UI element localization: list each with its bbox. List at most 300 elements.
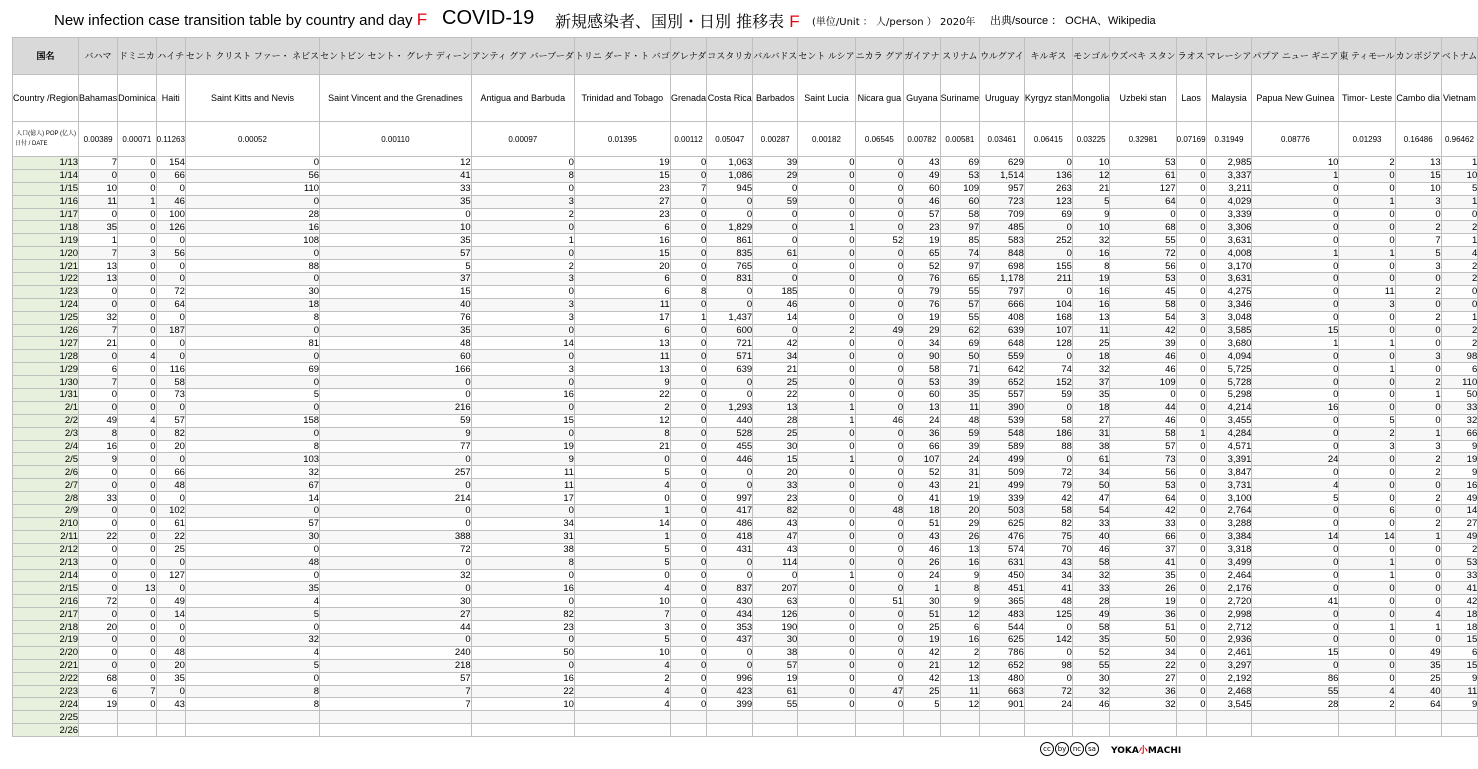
- value-cell: 431: [707, 543, 753, 556]
- value-cell: 0: [118, 157, 157, 170]
- value-cell: 6: [1441, 363, 1478, 376]
- value-cell: 0: [798, 427, 855, 440]
- value-cell: 45: [1110, 285, 1176, 298]
- value-cell: 211: [1024, 273, 1072, 286]
- value-cell: 75: [1024, 530, 1072, 543]
- value-cell: 1: [1339, 195, 1395, 208]
- date-cell: 2/12: [13, 543, 79, 556]
- value-cell: 10: [574, 595, 670, 608]
- value-cell: 15: [1252, 646, 1339, 659]
- value-cell: [185, 711, 319, 724]
- value-cell: 0: [79, 505, 118, 518]
- value-cell: 0: [1176, 157, 1206, 170]
- value-cell: 32: [1441, 414, 1478, 427]
- value-cell: 3: [1395, 260, 1441, 273]
- value-cell: 21: [753, 363, 798, 376]
- value-cell: 0: [1252, 376, 1339, 389]
- date-cell: 1/14: [13, 169, 79, 182]
- value-cell: 639: [707, 363, 753, 376]
- value-cell: 46: [1072, 543, 1110, 556]
- value-cell: 22: [753, 389, 798, 402]
- value-cell: 0: [670, 273, 707, 286]
- value-cell: 0: [670, 517, 707, 530]
- value-cell: 32: [185, 633, 319, 646]
- value-cell: 1,293: [707, 401, 753, 414]
- value-cell: 0: [1339, 389, 1395, 402]
- value-cell: 0: [1176, 685, 1206, 698]
- value-cell: 4: [1339, 685, 1395, 698]
- table-row: [13, 517, 1478, 530]
- value-cell: 18: [1072, 350, 1110, 363]
- value-cell: 12: [574, 414, 670, 427]
- value-cell: 20: [156, 659, 185, 672]
- value-cell: 40: [1395, 685, 1441, 698]
- value-cell: 0: [1176, 530, 1206, 543]
- value-cell: 0: [185, 376, 319, 389]
- value-cell: [904, 711, 940, 724]
- value-cell: 3,337: [1206, 169, 1252, 182]
- value-cell: 1: [1339, 337, 1395, 350]
- value-cell: 126: [753, 608, 798, 621]
- value-cell: 0: [79, 298, 118, 311]
- value-cell: 1,086: [707, 169, 753, 182]
- value-cell: 0: [707, 466, 753, 479]
- value-cell: 25: [753, 427, 798, 440]
- value-cell: 0: [707, 298, 753, 311]
- country-en: Timor- Leste: [1339, 75, 1395, 122]
- value-cell: 5: [320, 260, 472, 273]
- value-cell: 0: [670, 685, 707, 698]
- population-cell: 0.00782: [904, 122, 940, 157]
- value-cell: 353: [707, 621, 753, 634]
- country-en: Barbados: [753, 75, 798, 122]
- value-cell: 30: [753, 440, 798, 453]
- value-cell: 0: [670, 543, 707, 556]
- value-cell: 0: [1176, 672, 1206, 685]
- value-cell: 0: [855, 169, 904, 182]
- table-row: [13, 685, 1478, 698]
- date-cell: 1/31: [13, 389, 79, 402]
- value-cell: 440: [707, 414, 753, 427]
- table-row: [13, 595, 1478, 608]
- value-cell: 0: [1252, 414, 1339, 427]
- value-cell: 0: [1339, 234, 1395, 247]
- value-cell: 9: [940, 595, 980, 608]
- value-cell: 0: [1252, 505, 1339, 518]
- value-cell: 0: [670, 208, 707, 221]
- value-cell: 0: [670, 659, 707, 672]
- value-cell: 0: [798, 608, 855, 621]
- value-cell: 0: [471, 324, 574, 337]
- value-cell: 9: [471, 453, 574, 466]
- value-cell: 2: [940, 646, 980, 659]
- value-cell: 19: [1441, 453, 1478, 466]
- value-cell: 1: [1395, 427, 1441, 440]
- value-cell: 33: [1441, 401, 1478, 414]
- value-cell: 6: [574, 221, 670, 234]
- value-cell: 1,514: [980, 169, 1025, 182]
- value-cell: 57: [185, 517, 319, 530]
- value-cell: 31: [1072, 427, 1110, 440]
- value-cell: 16: [1072, 285, 1110, 298]
- value-cell: [980, 711, 1025, 724]
- value-cell: 82: [471, 608, 574, 621]
- value-cell: 22: [1110, 659, 1176, 672]
- value-cell: 0: [1176, 208, 1206, 221]
- value-cell: 46: [1110, 363, 1176, 376]
- value-cell: 40: [320, 298, 472, 311]
- value-cell: 0: [320, 208, 472, 221]
- value-cell: 5: [574, 466, 670, 479]
- value-cell: 0: [1252, 298, 1339, 311]
- value-cell: 28: [185, 208, 319, 221]
- value-cell: 33: [320, 182, 472, 195]
- title-bar: [0, 0, 1200, 36]
- country-en: Malaysia: [1206, 75, 1252, 122]
- value-cell: 0: [471, 285, 574, 298]
- country-jp: バルバドス: [753, 38, 798, 75]
- value-cell: 14: [753, 311, 798, 324]
- value-cell: 32: [1072, 685, 1110, 698]
- value-cell: 59: [1024, 389, 1072, 402]
- value-cell: 6: [574, 324, 670, 337]
- value-cell: 11: [574, 350, 670, 363]
- value-cell: 57: [156, 414, 185, 427]
- value-cell: 46: [1110, 350, 1176, 363]
- value-cell: [1339, 711, 1395, 724]
- value-cell: 0: [798, 659, 855, 672]
- value-cell: 0: [79, 659, 118, 672]
- value-cell: 11: [574, 298, 670, 311]
- value-cell: 136: [1024, 169, 1072, 182]
- unit-label: (単位/Unit ： 人/person ） 2020年: [812, 17, 976, 28]
- value-cell: 2,464: [1206, 569, 1252, 582]
- value-cell: [855, 724, 904, 737]
- value-cell: 0: [855, 530, 904, 543]
- value-cell: 12: [1072, 169, 1110, 182]
- value-cell: 0: [798, 556, 855, 569]
- value-cell: 10: [320, 221, 472, 234]
- value-cell: 43: [904, 530, 940, 543]
- value-cell: 18: [1441, 608, 1478, 621]
- value-cell: [1395, 711, 1441, 724]
- value-cell: 0: [798, 530, 855, 543]
- value-cell: 27: [574, 195, 670, 208]
- value-cell: 40: [1072, 530, 1110, 543]
- value-cell: 14: [471, 337, 574, 350]
- value-cell: 0: [471, 505, 574, 518]
- value-cell: 0: [1339, 517, 1395, 530]
- population-cell: 0.00110: [320, 122, 472, 157]
- value-cell: 15: [1441, 633, 1478, 646]
- value-cell: 72: [1110, 247, 1176, 260]
- value-cell: 63: [753, 595, 798, 608]
- table-row: [13, 311, 1478, 324]
- country-jp: ウルグアイ: [980, 38, 1025, 75]
- value-cell: 62: [940, 324, 980, 337]
- value-cell: 0: [185, 157, 319, 170]
- value-cell: [156, 711, 185, 724]
- value-cell: 77: [320, 440, 472, 453]
- value-cell: 0: [1176, 285, 1206, 298]
- value-cell: 49: [1441, 492, 1478, 505]
- value-cell: 0: [670, 247, 707, 260]
- value-cell: 7: [118, 685, 157, 698]
- value-cell: 0: [156, 350, 185, 363]
- table-row: [13, 247, 1478, 260]
- value-cell: 48: [156, 646, 185, 659]
- value-cell: 0: [670, 621, 707, 634]
- value-cell: 1: [1252, 247, 1339, 260]
- value-cell: 3,585: [1206, 324, 1252, 337]
- value-cell: 58: [1072, 556, 1110, 569]
- value-cell: 52: [1072, 646, 1110, 659]
- value-cell: 0: [79, 556, 118, 569]
- value-cell: 47: [753, 530, 798, 543]
- value-cell: 35: [79, 221, 118, 234]
- value-cell: 2: [1441, 337, 1478, 350]
- value-cell: 58: [1110, 298, 1176, 311]
- table-row: [13, 556, 1478, 569]
- value-cell: 74: [940, 247, 980, 260]
- value-cell: 0: [118, 505, 157, 518]
- value-cell: 109: [1110, 376, 1176, 389]
- value-cell: 430: [707, 595, 753, 608]
- population-cell: 0.00097: [471, 122, 574, 157]
- value-cell: 390: [980, 401, 1025, 414]
- table-row: [13, 350, 1478, 363]
- value-cell: 0: [118, 672, 157, 685]
- value-cell: 0: [1395, 569, 1441, 582]
- value-cell: 46: [1072, 698, 1110, 711]
- value-cell: [1252, 724, 1339, 737]
- value-cell: 0: [798, 595, 855, 608]
- value-cell: 476: [980, 530, 1025, 543]
- value-cell: 2: [1395, 492, 1441, 505]
- value-cell: 548: [980, 427, 1025, 440]
- value-cell: 0: [118, 208, 157, 221]
- value-cell: 10: [79, 182, 118, 195]
- value-cell: 60: [904, 182, 940, 195]
- value-cell: 0: [1339, 453, 1395, 466]
- value-cell: 10: [1072, 221, 1110, 234]
- value-cell: 0: [1395, 414, 1441, 427]
- value-cell: 57: [1110, 440, 1176, 453]
- value-cell: 8: [79, 427, 118, 440]
- value-cell: 0: [156, 621, 185, 634]
- value-cell: 252: [1024, 234, 1072, 247]
- value-cell: 0: [798, 285, 855, 298]
- value-cell: 0: [185, 427, 319, 440]
- value-cell: 57: [940, 298, 980, 311]
- value-cell: 0: [855, 569, 904, 582]
- value-cell: 2: [471, 208, 574, 221]
- value-cell: 0: [753, 221, 798, 234]
- value-cell: 0: [855, 350, 904, 363]
- value-cell: 437: [707, 633, 753, 646]
- value-cell: 1: [1441, 157, 1478, 170]
- value-cell: 0: [1176, 440, 1206, 453]
- value-cell: 0: [1441, 208, 1478, 221]
- value-cell: 55: [940, 311, 980, 324]
- value-cell: 0: [1441, 298, 1478, 311]
- value-cell: 0: [1252, 389, 1339, 402]
- value-cell: 1: [1441, 311, 1478, 324]
- country-jp: マレーシア: [1206, 38, 1252, 75]
- value-cell: 56: [1110, 466, 1176, 479]
- value-cell: 4: [1441, 247, 1478, 260]
- value-cell: 945: [707, 182, 753, 195]
- value-cell: 0: [855, 453, 904, 466]
- population-cell: 0.96462: [1441, 122, 1478, 157]
- value-cell: 240: [320, 646, 472, 659]
- value-cell: 0: [79, 350, 118, 363]
- value-cell: 3: [1395, 350, 1441, 363]
- country-jp: セント クリスト ファー・ ネビス: [185, 38, 319, 75]
- value-cell: 19: [574, 157, 670, 170]
- table-row: [13, 157, 1478, 170]
- country-en: Guyana: [904, 75, 940, 122]
- value-cell: 46: [855, 414, 904, 427]
- value-cell: 0: [320, 505, 472, 518]
- population-cell: 0.00182: [798, 122, 855, 157]
- population-cell: 0.11263: [156, 122, 185, 157]
- value-cell: 0: [471, 569, 574, 582]
- value-cell: 0: [1252, 633, 1339, 646]
- value-cell: 0: [670, 466, 707, 479]
- value-cell: 1: [471, 234, 574, 247]
- value-cell: 25: [1072, 337, 1110, 350]
- value-cell: 3: [118, 247, 157, 260]
- value-cell: 5: [904, 698, 940, 711]
- value-cell: 123: [1024, 195, 1072, 208]
- value-cell: 1: [79, 234, 118, 247]
- value-cell: 0: [670, 646, 707, 659]
- value-cell: 0: [1024, 285, 1072, 298]
- value-cell: 1: [1395, 530, 1441, 543]
- value-cell: 28: [753, 414, 798, 427]
- value-cell: 0: [156, 582, 185, 595]
- value-cell: 7: [320, 685, 472, 698]
- value-cell: 64: [156, 298, 185, 311]
- value-cell: 0: [1176, 698, 1206, 711]
- value-cell: 0: [670, 157, 707, 170]
- value-cell: 0: [118, 530, 157, 543]
- value-cell: 34: [471, 517, 574, 530]
- value-cell: 41: [904, 492, 940, 505]
- value-cell: 70: [1024, 543, 1072, 556]
- value-cell: 66: [904, 440, 940, 453]
- value-cell: 58: [156, 376, 185, 389]
- value-cell: 74: [1024, 363, 1072, 376]
- value-cell: 3,384: [1206, 530, 1252, 543]
- value-cell: 41: [1252, 595, 1339, 608]
- value-cell: 2,192: [1206, 672, 1252, 685]
- value-cell: 49: [1072, 608, 1110, 621]
- value-cell: 0: [118, 401, 157, 414]
- value-cell: 11: [940, 401, 980, 414]
- value-cell: 0: [1176, 221, 1206, 234]
- value-cell: 0: [156, 492, 185, 505]
- value-cell: 0: [1252, 582, 1339, 595]
- value-cell: 57: [904, 208, 940, 221]
- value-cell: 2,176: [1206, 582, 1252, 595]
- value-cell: 3: [1395, 195, 1441, 208]
- title-f-mark: F: [416, 10, 428, 29]
- value-cell: 43: [156, 698, 185, 711]
- value-cell: 0: [855, 337, 904, 350]
- value-cell: 0: [670, 169, 707, 182]
- value-cell: 13: [118, 582, 157, 595]
- value-cell: 34: [1072, 466, 1110, 479]
- table-row: [13, 414, 1478, 427]
- value-cell: 0: [1176, 260, 1206, 273]
- value-cell: 0: [118, 311, 157, 324]
- date-cell: 1/18: [13, 221, 79, 234]
- value-cell: 0: [79, 608, 118, 621]
- value-cell: 0: [156, 633, 185, 646]
- value-cell: 0: [670, 633, 707, 646]
- value-cell: 3,297: [1206, 659, 1252, 672]
- value-cell: 10: [1072, 157, 1110, 170]
- value-cell: 0: [118, 363, 157, 376]
- value-cell: 36: [1110, 608, 1176, 621]
- value-cell: 0: [1176, 543, 1206, 556]
- header-row-en: [13, 75, 1478, 122]
- value-cell: 2: [1441, 221, 1478, 234]
- value-cell: 12: [940, 659, 980, 672]
- population-cell: 0.00071: [118, 122, 157, 157]
- value-cell: 0: [798, 247, 855, 260]
- value-cell: 257: [320, 466, 472, 479]
- value-cell: 2,764: [1206, 505, 1252, 518]
- value-cell: 125: [1024, 608, 1072, 621]
- table-row: [13, 543, 1478, 556]
- value-cell: 29: [753, 169, 798, 182]
- value-cell: 0: [156, 556, 185, 569]
- value-cell: 3,499: [1206, 556, 1252, 569]
- date-cell: 2/26: [13, 724, 79, 737]
- value-cell: 5: [1339, 414, 1395, 427]
- value-cell: 0: [753, 273, 798, 286]
- value-cell: 26: [1110, 582, 1176, 595]
- value-cell: 0: [753, 260, 798, 273]
- value-cell: 47: [1072, 492, 1110, 505]
- value-cell: 32: [1072, 569, 1110, 582]
- brand-logo: YOKA小MACHI: [1111, 745, 1182, 756]
- value-cell: 110: [185, 182, 319, 195]
- value-cell: 0: [320, 479, 472, 492]
- value-cell: 127: [1110, 182, 1176, 195]
- value-cell: 0: [1339, 479, 1395, 492]
- value-cell: 0: [670, 595, 707, 608]
- value-cell: 1: [1395, 621, 1441, 634]
- value-cell: 19: [471, 440, 574, 453]
- value-cell: 0: [855, 363, 904, 376]
- table-row: [13, 530, 1478, 543]
- value-cell: 103: [185, 453, 319, 466]
- value-cell: 3,306: [1206, 221, 1252, 234]
- country-jp: ウズベキ スタン: [1110, 38, 1176, 75]
- value-cell: 18: [1441, 621, 1478, 634]
- value-cell: 0: [855, 543, 904, 556]
- table-row: [13, 711, 1478, 724]
- value-cell: 1: [574, 530, 670, 543]
- value-cell: 186: [1024, 427, 1072, 440]
- value-cell: 0: [855, 646, 904, 659]
- value-cell: 0: [118, 182, 157, 195]
- country-jp: ドミニカ: [118, 38, 157, 75]
